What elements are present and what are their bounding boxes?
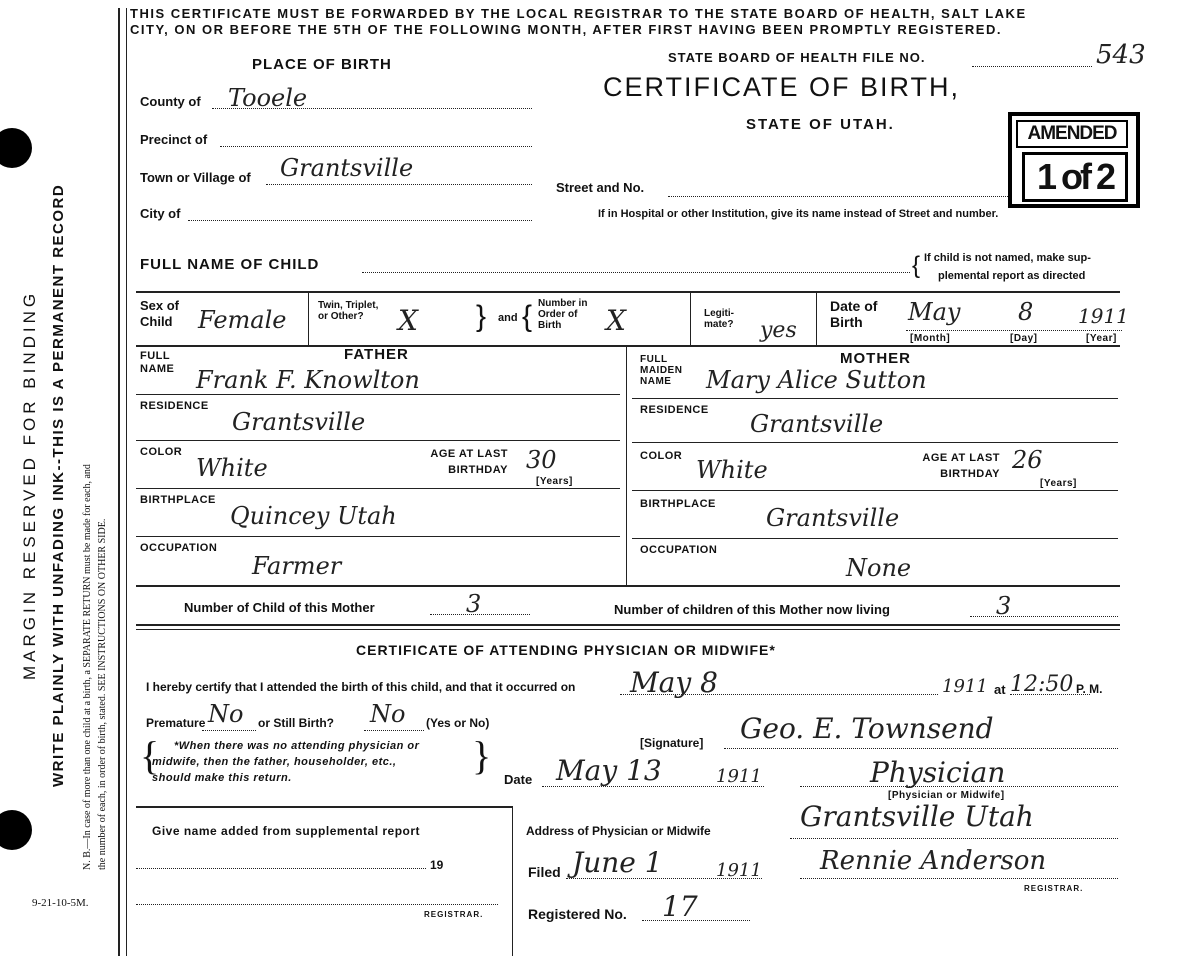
- father-residence-value: Grantsville: [232, 408, 366, 436]
- physician-date-year: 1911: [716, 766, 762, 787]
- address-label: Address of Physician or Midwife: [526, 824, 711, 838]
- mother-residence-label: RESIDENCE: [640, 404, 709, 416]
- mother-occupation-value: None: [846, 554, 912, 582]
- father-color-label: COLOR: [140, 446, 183, 458]
- living-count-line: [970, 616, 1118, 617]
- twin-bracket: }: [476, 300, 487, 333]
- parents-center-rule: [626, 347, 627, 585]
- binding-hole-top: [0, 128, 32, 168]
- mother-residence-value: Grantsville: [750, 410, 884, 438]
- father-birthplace-label: BIRTHPLACE: [140, 494, 216, 506]
- state-label: STATE OF UTAH.: [746, 116, 895, 133]
- mother-color-rule: [632, 490, 1118, 491]
- physician-date-label: Date: [504, 772, 533, 787]
- street-line: [668, 196, 1008, 197]
- city-label: City of: [140, 206, 181, 221]
- father-birthplace-value: Quincey Utah: [230, 502, 397, 530]
- physician-date-value: May 13: [556, 754, 662, 787]
- time-value: 12:50: [1010, 672, 1074, 697]
- premature-line: [202, 730, 256, 731]
- county-value: Tooele: [228, 84, 308, 112]
- father-residence-rule: [136, 440, 620, 441]
- twin-label: Twin, Triplet, or Other?: [318, 300, 379, 322]
- father-birthplace-rule: [136, 536, 620, 537]
- mother-color-label: COLOR: [640, 450, 683, 462]
- physician-title-caption: [Physician or Midwife]: [888, 790, 1005, 801]
- occurred-year: 1911: [942, 676, 988, 697]
- mother-birthplace-label: BIRTHPLACE: [640, 498, 716, 510]
- file-no-label: STATE BOARD OF HEALTH FILE NO.: [668, 50, 926, 65]
- mother-birthplace-rule: [632, 538, 1118, 539]
- child-divider-2: [690, 293, 691, 345]
- father-name-rule: [136, 394, 620, 395]
- child-name-label: FULL NAME OF CHILD: [140, 256, 320, 273]
- address-line: [790, 838, 1118, 839]
- header-notice-line2: CITY, ON OR BEFORE THE 5TH OF THE FOLLOWING MONTH, AFTER FIRST HAVING BEEN PROMPTLY REGISTERED.: [130, 22, 1002, 37]
- and-label: and: [498, 312, 518, 324]
- filed-label: Filed: [528, 864, 561, 880]
- child-section-top-rule: [136, 291, 1120, 293]
- child-divider-3: [816, 293, 817, 345]
- dob-year-caption: [Year]: [1086, 333, 1117, 344]
- twin-value: X: [398, 304, 418, 337]
- stillbirth-line: [364, 730, 424, 731]
- town-label: Town or Village of: [140, 170, 251, 185]
- mother-name-rule: [632, 398, 1118, 399]
- dob-year: 1911: [1078, 304, 1129, 328]
- note-line-2: midwife, then the father, householder, etc.,: [152, 756, 397, 768]
- town-line: [266, 184, 532, 185]
- mother-occupation-label: OCCUPATION: [640, 544, 718, 556]
- town-value: Grantsville: [280, 154, 414, 182]
- left-border-outer: [118, 8, 120, 956]
- dob-month-caption: [Month]: [910, 333, 951, 344]
- form-code: 9-21-10-5M.: [32, 897, 89, 909]
- note-bracket-left: {: [140, 733, 160, 778]
- signature-line: [724, 748, 1118, 749]
- order-bracket: {: [522, 300, 533, 333]
- physician-heading: CERTIFICATE OF ATTENDING PHYSICIAN OR MIDWIFE*: [356, 642, 776, 658]
- father-age-label: AGE AT LAST BIRTHDAY: [430, 448, 508, 476]
- father-years-caption: [Years]: [536, 476, 573, 487]
- hospital-note: If in Hospital or other Institution, give its name instead of Street and number.: [598, 208, 999, 220]
- street-label: Street and No.: [556, 180, 645, 195]
- dob-label: Date of Birth: [830, 298, 878, 330]
- mother-years-caption: [Years]: [1040, 478, 1077, 489]
- registrar-caption: REGISTRAR.: [1024, 884, 1084, 893]
- mother-name-label: FULL MAIDEN NAME: [640, 354, 683, 387]
- children-count-value: 3: [466, 590, 482, 618]
- father-occupation-value: Farmer: [252, 552, 342, 580]
- living-count-value: 3: [996, 592, 1012, 620]
- premature-label: Premature: [146, 716, 206, 730]
- father-name-label: FULL NAME: [140, 350, 175, 375]
- father-color-value: White: [196, 454, 268, 482]
- sex-label: Sex of Child: [140, 298, 180, 329]
- note-line-3: should make this return.: [152, 772, 292, 784]
- county-label: County of: [140, 94, 201, 109]
- precinct-line: [220, 146, 532, 147]
- dob-day-caption: [Day]: [1010, 333, 1038, 344]
- yesno-label: (Yes or No): [426, 716, 490, 730]
- sex-value: Female: [198, 306, 287, 334]
- signature-value: Geo. E. Townsend: [740, 712, 994, 745]
- header-notice-line1: THIS CERTIFICATE MUST BE FORWARDED BY THE LOCAL REGISTRAR TO THE STATE BOARD OF HEALTH, SALT LAKE: [130, 6, 1027, 21]
- note-line-1: *When there was no attending physician or: [174, 740, 420, 752]
- file-no-line: [972, 66, 1092, 67]
- father-name-value: Frank F. Knowlton: [196, 366, 420, 394]
- child-divider-1: [308, 293, 309, 345]
- supplemental-year: 19: [430, 858, 444, 872]
- premature-value: No: [208, 700, 244, 728]
- address-value: Grantsville Utah: [800, 800, 1034, 833]
- file-no-value: 543: [1096, 40, 1146, 70]
- counts-bottom-rule-1: [136, 624, 1120, 626]
- supplemental-line: [136, 868, 426, 869]
- city-line: [188, 220, 532, 221]
- margin-ink-text: WRITE PLAINLY WITH UNFADING INK--THIS IS A PERMANENT RECORD: [50, 183, 67, 788]
- supplemental-label: Give name added from supplemental report: [152, 824, 421, 838]
- dob-day: 8: [1018, 298, 1034, 326]
- note-bracket-right: }: [472, 733, 492, 778]
- child-name-line: [362, 272, 910, 273]
- supplemental-registrar-line: [136, 904, 498, 905]
- living-count-label: Number of children of this Mother now living: [614, 602, 890, 617]
- dob-line: [906, 330, 1122, 331]
- mother-residence-rule: [632, 442, 1118, 443]
- registered-label: Registered No.: [528, 906, 627, 922]
- order-label: Number in Order of Birth: [538, 298, 588, 331]
- margin-nb-line1: N. B.—In case of more than one child at a birth, a SEPARATE RETURN must be made for each, and: [82, 464, 93, 870]
- registrar-signature: Rennie Anderson: [820, 846, 1047, 876]
- order-value: X: [606, 304, 626, 337]
- father-residence-label: RESIDENCE: [140, 400, 209, 412]
- filed-value: June 1: [572, 846, 663, 879]
- unnamed-note-2: plemental report as directed: [938, 270, 1086, 282]
- parents-bottom-rule: [136, 585, 1120, 587]
- father-heading: FATHER: [344, 346, 409, 363]
- counts-bottom-rule-2: [136, 629, 1120, 630]
- occurred-value: May 8: [630, 666, 718, 699]
- children-count-label: Number of Child of this Mother: [184, 600, 375, 615]
- amended-stamp-top: AMENDED: [1016, 120, 1128, 148]
- precinct-label: Precinct of: [140, 132, 208, 147]
- margin-binding-text: MARGIN RESERVED FOR BINDING: [20, 289, 39, 681]
- mother-color-value: White: [696, 456, 768, 484]
- mother-name-value: Mary Alice Sutton: [706, 366, 927, 394]
- meridiem: P. M.: [1076, 682, 1103, 696]
- stillbirth-value: No: [370, 700, 406, 728]
- dob-month: May: [908, 298, 961, 326]
- mother-age-value: 26: [1012, 446, 1043, 474]
- place-of-birth-heading: PLACE OF BIRTH: [252, 56, 392, 73]
- signature-label: [Signature]: [640, 736, 704, 750]
- mother-age-label: AGE AT LAST BIRTHDAY: [922, 452, 1000, 480]
- certificate-title: CERTIFICATE OF BIRTH,: [603, 72, 961, 102]
- father-color-rule: [136, 488, 620, 489]
- amended-stamp: [1008, 112, 1140, 208]
- margin-nb-line2: the number of each, in order of birth, stated. SEE INSTRUCTIONS ON OTHER SIDE.: [97, 518, 108, 870]
- legit-value: yes: [760, 318, 797, 343]
- father-occupation-label: OCCUPATION: [140, 542, 218, 554]
- stillbirth-label: or Still Birth?: [258, 716, 334, 730]
- amended-stamp-bottom: 1 of 2: [1022, 152, 1128, 202]
- registrar-line: [800, 878, 1118, 879]
- legit-label: Legiti-mate?: [704, 308, 734, 330]
- child-section-bottom-rule: [136, 345, 1120, 347]
- supplemental-registrar-caption: REGISTRAR.: [424, 910, 484, 919]
- father-age-value: 30: [526, 446, 557, 474]
- mother-heading: MOTHER: [840, 350, 911, 367]
- supplemental-side-rule: [512, 806, 513, 956]
- left-border-inner: [126, 8, 127, 956]
- physician-title-value: Physician: [870, 756, 1006, 789]
- supplemental-top-rule: [136, 806, 512, 808]
- binding-hole-bottom: [0, 810, 32, 850]
- filed-year: 1911: [716, 860, 762, 881]
- certify-text: I hereby certify that I attended the birth of this child, and that it occurred on: [146, 680, 576, 694]
- mother-birthplace-value: Grantsville: [766, 504, 900, 532]
- unnamed-note-1: If child is not named, make sup-: [924, 252, 1091, 264]
- registered-value: 17: [662, 890, 698, 923]
- unnamed-bracket: {: [912, 252, 921, 279]
- at-label: at: [994, 682, 1006, 697]
